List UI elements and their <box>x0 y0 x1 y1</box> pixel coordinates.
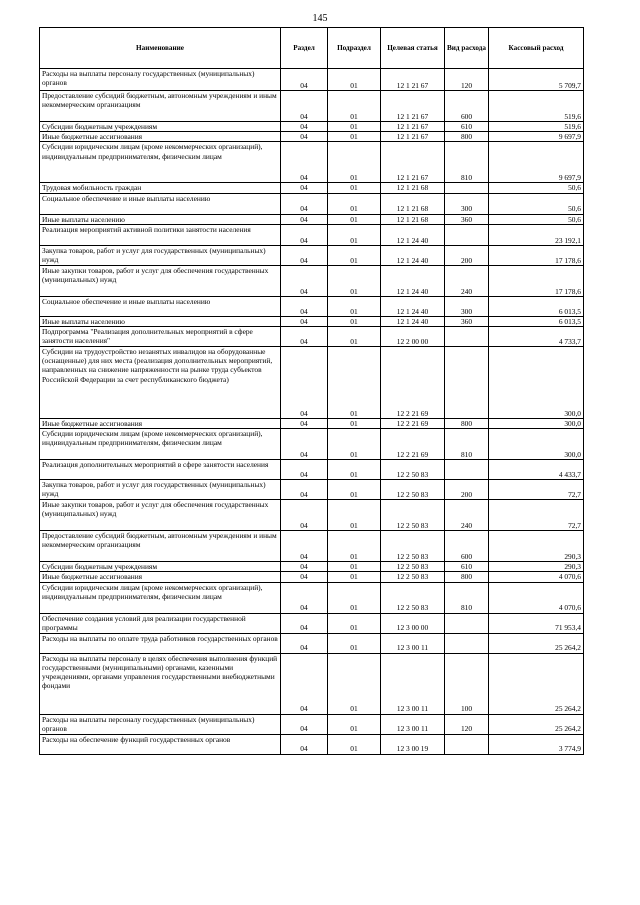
header-subsection: Подраздел <box>328 28 381 69</box>
row-expense-type: 810 <box>445 429 489 460</box>
row-cash-expense: 23 192,1 <box>489 224 584 245</box>
row-cash-expense: 4 070,6 <box>489 582 584 613</box>
row-section: 04 <box>281 633 328 653</box>
table-row <box>40 183 584 193</box>
row-name: Расходы на выплаты по оплате труда работников государственных органов <box>40 633 281 653</box>
row-target-item: 12 2 21 69 <box>381 429 445 460</box>
row-section: 04 <box>281 562 328 572</box>
table-header-row <box>40 28 584 69</box>
table-row <box>40 193 584 214</box>
row-subsection: 01 <box>328 224 381 245</box>
row-target-item: 12 2 50 83 <box>381 582 445 613</box>
row-subsection: 01 <box>328 613 381 633</box>
table-row <box>40 327 584 347</box>
row-cash-expense: 50,6 <box>489 214 584 224</box>
row-section: 04 <box>281 69 328 91</box>
row-target-item: 12 2 50 83 <box>381 480 445 500</box>
row-subsection: 01 <box>328 69 381 91</box>
row-name: Иные выплаты населению <box>40 316 281 326</box>
row-section: 04 <box>281 91 328 122</box>
row-subsection: 01 <box>328 91 381 122</box>
row-name: Предоставление субсидий бюджетным, автономным учреждениям и иным некоммерческим организациям <box>40 91 281 122</box>
row-section: 04 <box>281 122 328 132</box>
row-cash-expense: 300,0 <box>489 429 584 460</box>
row-section: 04 <box>281 429 328 460</box>
row-target-item: 12 1 24 40 <box>381 316 445 326</box>
row-cash-expense: 4 070,6 <box>489 572 584 582</box>
row-subsection: 01 <box>328 193 381 214</box>
table-row <box>40 214 584 224</box>
row-target-item: 12 2 50 83 <box>381 562 445 572</box>
row-section: 04 <box>281 214 328 224</box>
row-cash-expense: 4 733,7 <box>489 327 584 347</box>
row-target-item: 12 2 21 69 <box>381 419 445 429</box>
row-target-item: 12 3 00 19 <box>381 734 445 754</box>
row-name: Расходы на выплаты персоналу в целях обеспечения выполнения функций государственными (муниципальными) органами, казенными учреждениями, органами управления государственными внебюджетными фондами <box>40 653 281 714</box>
row-section: 04 <box>281 480 328 500</box>
header-target-item: Целевая статья <box>381 28 445 69</box>
row-expense-type: 610 <box>445 562 489 572</box>
row-subsection: 01 <box>328 419 381 429</box>
row-section: 04 <box>281 327 328 347</box>
page-number: 145 <box>312 13 328 24</box>
table-row <box>40 653 584 714</box>
row-expense-type <box>445 734 489 754</box>
table-row <box>40 562 584 572</box>
row-name: Субсидии юридическим лицам (кроме некоммерческих организаций), индивидуальным предпринимателям, физическим лицам <box>40 582 281 613</box>
row-target-item: 12 2 50 83 <box>381 460 445 480</box>
row-cash-expense: 17 178,6 <box>489 265 584 296</box>
row-target-item: 12 1 21 67 <box>381 69 445 91</box>
row-section: 04 <box>281 265 328 296</box>
row-name: Закупка товаров, работ и услуг для государственных (муниципальных) нужд <box>40 245 281 265</box>
row-section: 04 <box>281 142 328 183</box>
table-row <box>40 91 584 122</box>
row-section: 04 <box>281 347 328 419</box>
row-cash-expense: 290,3 <box>489 531 584 562</box>
row-cash-expense: 4 433,7 <box>489 460 584 480</box>
row-name: Субсидии бюджетным учреждениям <box>40 122 281 132</box>
header-expense-type: Вид расхода <box>445 28 489 69</box>
row-cash-expense: 9 697,9 <box>489 132 584 142</box>
row-expense-type: 600 <box>445 531 489 562</box>
row-cash-expense: 9 697,9 <box>489 142 584 183</box>
row-cash-expense: 519,6 <box>489 91 584 122</box>
row-name: Субсидии юридическим лицам (кроме некоммерческих организаций), индивидуальным предпринимателям, физическим лицам <box>40 142 281 183</box>
row-target-item: 12 1 24 40 <box>381 296 445 316</box>
row-section: 04 <box>281 572 328 582</box>
row-expense-type: 240 <box>445 500 489 531</box>
row-section: 04 <box>281 613 328 633</box>
row-name: Иные закупки товаров, работ и услуг для обеспечения государственных (муниципальных) нужд <box>40 265 281 296</box>
row-expense-type <box>445 347 489 419</box>
row-target-item: 12 1 21 68 <box>381 183 445 193</box>
row-target-item: 12 1 21 67 <box>381 91 445 122</box>
table-row <box>40 500 584 531</box>
row-expense-type: 810 <box>445 142 489 183</box>
row-subsection: 01 <box>328 265 381 296</box>
row-cash-expense: 25 264,2 <box>489 714 584 734</box>
row-subsection: 01 <box>328 132 381 142</box>
table-row <box>40 714 584 734</box>
table-row <box>40 734 584 754</box>
row-expense-type: 300 <box>445 296 489 316</box>
row-expense-type: 240 <box>445 265 489 296</box>
row-subsection: 01 <box>328 142 381 183</box>
row-expense-type <box>445 460 489 480</box>
row-cash-expense: 50,6 <box>489 193 584 214</box>
row-cash-expense: 3 774,9 <box>489 734 584 754</box>
row-expense-type: 100 <box>445 653 489 714</box>
row-cash-expense: 6 013,5 <box>489 316 584 326</box>
table-row <box>40 613 584 633</box>
row-subsection: 01 <box>328 633 381 653</box>
row-target-item: 12 2 50 83 <box>381 500 445 531</box>
row-target-item: 12 2 00 00 <box>381 327 445 347</box>
row-cash-expense: 25 264,2 <box>489 633 584 653</box>
row-name: Иные выплаты населению <box>40 214 281 224</box>
row-expense-type: 120 <box>445 69 489 91</box>
row-expense-type <box>445 327 489 347</box>
row-subsection: 01 <box>328 214 381 224</box>
row-name: Реализация мероприятий активной политики занятости населения <box>40 224 281 245</box>
row-expense-type: 200 <box>445 245 489 265</box>
row-expense-type: 610 <box>445 122 489 132</box>
row-cash-expense: 72,7 <box>489 480 584 500</box>
row-cash-expense: 300,0 <box>489 419 584 429</box>
table-body <box>40 69 584 755</box>
row-name: Подпрограмма "Реализация дополнительных мероприятий в сфере занятости населения" <box>40 327 281 347</box>
row-name: Обеспечение создания условий для реализации государственной программы <box>40 613 281 633</box>
table-row <box>40 429 584 460</box>
row-section: 04 <box>281 296 328 316</box>
row-target-item: 12 1 21 67 <box>381 142 445 183</box>
row-section: 04 <box>281 500 328 531</box>
table-row <box>40 316 584 326</box>
row-section: 04 <box>281 653 328 714</box>
table-row <box>40 347 584 419</box>
row-cash-expense: 6 013,5 <box>489 296 584 316</box>
row-expense-type: 360 <box>445 214 489 224</box>
row-name: Расходы на выплаты персоналу государственных (муниципальных) органов <box>40 714 281 734</box>
table-row <box>40 296 584 316</box>
row-section: 04 <box>281 531 328 562</box>
row-expense-type <box>445 224 489 245</box>
row-name: Социальное обеспечение и иные выплаты населению <box>40 193 281 214</box>
table-row <box>40 419 584 429</box>
row-cash-expense: 72,7 <box>489 500 584 531</box>
table-row <box>40 69 584 91</box>
header-name: Наименование <box>40 28 281 69</box>
row-name: Иные бюджетные ассигнования <box>40 132 281 142</box>
row-cash-expense: 5 709,7 <box>489 69 584 91</box>
row-subsection: 01 <box>328 653 381 714</box>
row-name: Иные бюджетные ассигнования <box>40 572 281 582</box>
row-section: 04 <box>281 734 328 754</box>
row-section: 04 <box>281 193 328 214</box>
row-target-item: 12 2 21 69 <box>381 347 445 419</box>
row-expense-type: 800 <box>445 572 489 582</box>
table-row <box>40 480 584 500</box>
row-cash-expense: 290,3 <box>489 562 584 572</box>
row-name: Субсидии на трудоустройство незанятых инвалидов на оборудованные (оснащенные) для них места (реализация дополнительных мероприятий, направленных на снижение напряженности на рынке труда субъектов Российской Федерации за счет республиканского бюджета) <box>40 347 281 419</box>
table-row <box>40 460 584 480</box>
row-name: Социальное обеспечение и иные выплаты населению <box>40 296 281 316</box>
row-cash-expense: 519,6 <box>489 122 584 132</box>
table-row <box>40 122 584 132</box>
table-row <box>40 265 584 296</box>
row-target-item: 12 1 24 40 <box>381 265 445 296</box>
row-expense-type: 360 <box>445 316 489 326</box>
table-row <box>40 572 584 582</box>
row-name: Расходы на обеспечение функций государственных органов <box>40 734 281 754</box>
row-target-item: 12 2 50 83 <box>381 572 445 582</box>
row-expense-type: 300 <box>445 193 489 214</box>
row-subsection: 01 <box>328 429 381 460</box>
row-name: Иные бюджетные ассигнования <box>40 419 281 429</box>
header-section: Раздел <box>281 28 328 69</box>
row-expense-type <box>445 613 489 633</box>
table-row <box>40 245 584 265</box>
row-cash-expense: 300,0 <box>489 347 584 419</box>
row-target-item: 12 1 24 40 <box>381 245 445 265</box>
row-subsection: 01 <box>328 122 381 132</box>
row-target-item: 12 1 24 40 <box>381 224 445 245</box>
row-subsection: 01 <box>328 327 381 347</box>
row-section: 04 <box>281 460 328 480</box>
row-target-item: 12 1 21 67 <box>381 122 445 132</box>
row-subsection: 01 <box>328 562 381 572</box>
row-target-item: 12 1 21 67 <box>381 132 445 142</box>
row-subsection: 01 <box>328 480 381 500</box>
table-row <box>40 132 584 142</box>
row-section: 04 <box>281 582 328 613</box>
row-target-item: 12 3 00 00 <box>381 613 445 633</box>
row-expense-type: 600 <box>445 91 489 122</box>
row-target-item: 12 1 21 68 <box>381 193 445 214</box>
row-expense-type: 120 <box>445 714 489 734</box>
row-section: 04 <box>281 245 328 265</box>
row-expense-type: 200 <box>445 480 489 500</box>
row-section: 04 <box>281 224 328 245</box>
row-subsection: 01 <box>328 500 381 531</box>
row-cash-expense: 17 178,6 <box>489 245 584 265</box>
table-row <box>40 142 584 183</box>
row-expense-type: 810 <box>445 582 489 613</box>
row-subsection: 01 <box>328 245 381 265</box>
row-subsection: 01 <box>328 714 381 734</box>
row-name: Расходы на выплаты персоналу государственных (муниципальных) органов <box>40 69 281 91</box>
row-name: Субсидии юридическим лицам (кроме некоммерческих организаций), индивидуальным предпринимателям, физическим лицам <box>40 429 281 460</box>
row-subsection: 01 <box>328 316 381 326</box>
row-name: Закупка товаров, работ и услуг для государственных (муниципальных) нужд <box>40 480 281 500</box>
row-expense-type <box>445 633 489 653</box>
table-row <box>40 224 584 245</box>
row-subsection: 01 <box>328 582 381 613</box>
row-subsection: 01 <box>328 347 381 419</box>
row-target-item: 12 3 00 11 <box>381 714 445 734</box>
row-name: Субсидии бюджетным учреждениям <box>40 562 281 572</box>
row-expense-type: 800 <box>445 132 489 142</box>
row-subsection: 01 <box>328 296 381 316</box>
row-cash-expense: 50,6 <box>489 183 584 193</box>
row-name: Предоставление субсидий бюджетным, автономным учреждениям и иным некоммерческим организациям <box>40 531 281 562</box>
row-subsection: 01 <box>328 531 381 562</box>
table-row <box>40 582 584 613</box>
row-name: Иные закупки товаров, работ и услуг для обеспечения государственных (муниципальных) нужд <box>40 500 281 531</box>
row-name: Реализация дополнительных мероприятий в сфере занятости населения <box>40 460 281 480</box>
row-subsection: 01 <box>328 572 381 582</box>
row-section: 04 <box>281 419 328 429</box>
row-target-item: 12 3 00 11 <box>381 633 445 653</box>
row-expense-type <box>445 183 489 193</box>
budget-table <box>39 27 584 755</box>
row-name: Трудовая мобильность граждан <box>40 183 281 193</box>
table-row <box>40 633 584 653</box>
header-cash-expense: Кассовый расход <box>489 28 584 69</box>
row-section: 04 <box>281 316 328 326</box>
row-section: 04 <box>281 714 328 734</box>
row-cash-expense: 71 953,4 <box>489 613 584 633</box>
row-subsection: 01 <box>328 460 381 480</box>
row-target-item: 12 1 21 68 <box>381 214 445 224</box>
row-expense-type: 800 <box>445 419 489 429</box>
row-target-item: 12 3 00 11 <box>381 653 445 714</box>
row-section: 04 <box>281 183 328 193</box>
row-subsection: 01 <box>328 734 381 754</box>
row-cash-expense: 25 264,2 <box>489 653 584 714</box>
row-target-item: 12 2 50 83 <box>381 531 445 562</box>
table-row <box>40 531 584 562</box>
row-section: 04 <box>281 132 328 142</box>
row-subsection: 01 <box>328 183 381 193</box>
